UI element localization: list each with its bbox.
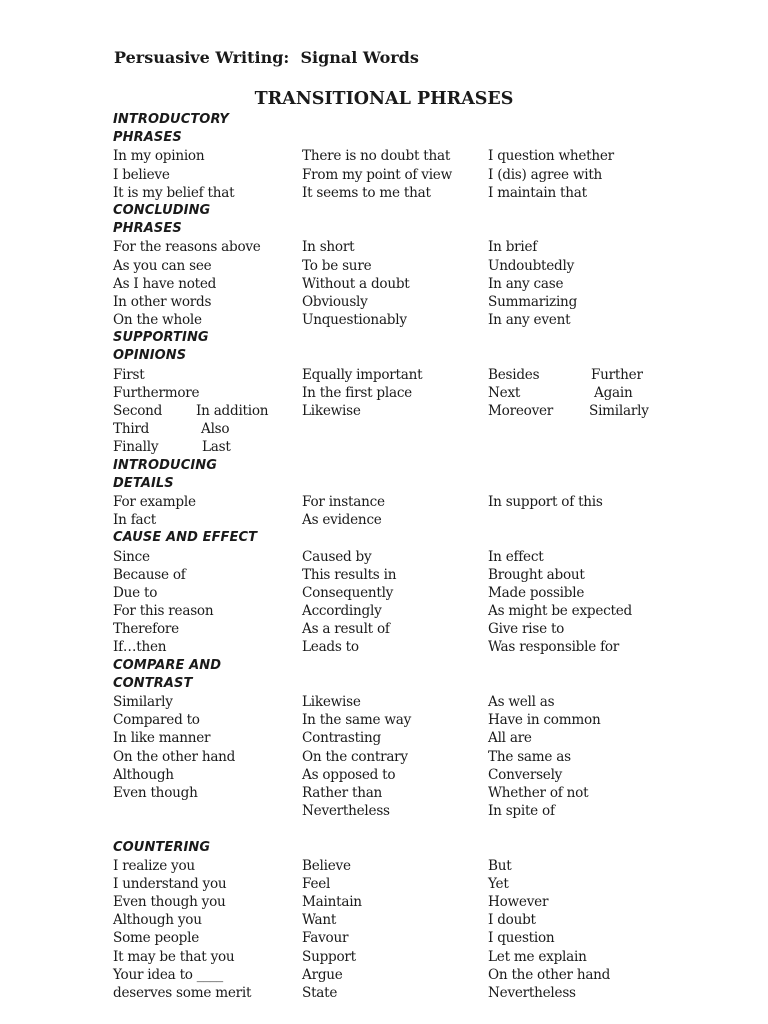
blank-line — [113, 820, 673, 838]
table-cell: Leads to — [302, 639, 359, 656]
table-cell: Feel — [302, 875, 331, 892]
table-cell: As you can see — [113, 257, 212, 274]
table-cell: Summarizing — [488, 293, 578, 310]
table-row — [113, 929, 673, 947]
table-row — [113, 893, 673, 911]
document-title: Persuasive Writing: Signal Words — [114, 48, 419, 67]
table-cell: In short — [302, 239, 355, 256]
table-cell: Nevertheless — [302, 803, 390, 820]
section-heading-row — [113, 220, 673, 238]
table-row — [113, 857, 673, 875]
table-row — [113, 693, 673, 711]
table-cell: Again — [594, 384, 633, 401]
table-cell: In addition — [196, 403, 269, 419]
table-cell: Want — [302, 912, 337, 929]
table-row — [113, 784, 673, 802]
table-cell: Yet — [488, 875, 509, 892]
table-cell: Some people — [113, 930, 200, 947]
table-cell: For this reason — [113, 603, 214, 620]
section-heading: COUNTERING — [113, 839, 211, 855]
section-heading-row — [113, 675, 673, 693]
table-row — [113, 493, 673, 511]
table-cell: In the first place — [302, 384, 412, 401]
table-cell: Brought about — [488, 566, 585, 583]
table-cell: Even though you — [113, 894, 226, 911]
table-row — [113, 147, 673, 165]
table-cell: As I have noted — [113, 275, 217, 292]
table-cell: On the whole — [113, 312, 202, 329]
table-cell: On the contrary — [302, 748, 408, 765]
table-cell: I question whether — [488, 148, 614, 165]
table-row — [113, 420, 673, 438]
table-cell: State — [302, 985, 338, 1001]
section-heading-row — [113, 129, 673, 147]
table-row — [113, 602, 673, 620]
section-heading-row — [113, 657, 673, 675]
table-cell: But — [488, 857, 512, 874]
section-heading: COMPARE AND — [113, 657, 222, 673]
table-cell: As might be expected — [488, 603, 632, 620]
table-cell: In support of this — [488, 493, 603, 510]
table-cell: In effect — [488, 548, 544, 565]
table-cell: In other words — [113, 293, 212, 310]
section-heading: PHRASES — [113, 130, 182, 146]
table-cell: Believe — [302, 857, 351, 874]
section-heading: INTRODUCTORY — [113, 112, 229, 127]
table-row — [113, 238, 673, 256]
table-cell: For example — [113, 493, 196, 510]
table-row — [113, 184, 673, 202]
table-cell: Although you — [113, 912, 202, 929]
table-cell: This results in — [302, 566, 397, 583]
table-cell: To be sure — [302, 257, 372, 274]
table-row — [113, 766, 673, 784]
table-cell: Even though — [113, 784, 198, 801]
main-heading: TRANSITIONAL PHRASES — [254, 89, 514, 109]
table-cell: All are — [488, 730, 532, 747]
table-row — [113, 638, 673, 656]
table-cell: Likewise — [302, 403, 361, 419]
table-row — [113, 948, 673, 966]
table-cell: Also — [201, 421, 230, 438]
table-cell: For the reasons above — [113, 239, 261, 256]
table-row — [113, 566, 673, 584]
table-cell: Therefore — [113, 621, 179, 638]
section-heading-row — [113, 839, 673, 857]
table-cell: I (dis) agree with — [488, 166, 603, 183]
table-cell: Moreover — [488, 403, 554, 419]
table-cell: Consequently — [302, 584, 394, 601]
section-heading: SUPPORTING — [113, 330, 209, 346]
table-cell: Compared to — [113, 712, 200, 729]
table-cell: I believe — [113, 166, 170, 183]
table-cell: Although — [113, 766, 174, 783]
table-cell: Rather than — [302, 784, 383, 801]
table-cell: Support — [302, 948, 356, 965]
section-heading-row — [113, 329, 673, 347]
table-cell: Second — [113, 403, 163, 419]
table-cell: Accordingly — [302, 603, 382, 620]
table-row — [113, 166, 673, 184]
table-row — [113, 911, 673, 929]
table-cell: Due to — [113, 584, 158, 601]
table-cell: Whether of not — [488, 784, 589, 801]
table-cell: As well as — [488, 694, 555, 710]
table-row — [113, 584, 673, 602]
table-row — [113, 620, 673, 638]
table-cell: I question — [488, 930, 555, 947]
table-cell: From my point of view — [302, 166, 452, 183]
table-cell: Without a doubt — [302, 275, 410, 292]
table-row — [113, 384, 673, 402]
section-heading-row — [113, 347, 673, 365]
table-cell: For instance — [302, 493, 385, 510]
table-row — [113, 984, 673, 1002]
section-heading: OPINIONS — [113, 348, 187, 364]
table-cell: However — [488, 894, 549, 911]
table-row — [113, 548, 673, 566]
table-cell: I doubt — [488, 912, 536, 929]
table-cell: Conversely — [488, 766, 563, 783]
table-row — [113, 438, 673, 456]
table-row — [113, 311, 673, 329]
table-cell: Nevertheless — [488, 985, 576, 1001]
table-cell: Further — [591, 366, 643, 383]
table-cell: I understand you — [113, 875, 227, 892]
section-heading: INTRODUCING — [113, 457, 218, 473]
table-row — [113, 875, 673, 893]
table-cell: Made possible — [488, 584, 585, 601]
table-cell: In any case — [488, 275, 564, 292]
table-cell: As a result of — [302, 621, 390, 638]
table-cell: It is my belief that — [113, 184, 235, 201]
section-heading: DETAILS — [113, 475, 174, 491]
table-cell: In fact — [113, 512, 156, 529]
table-cell: On the other hand — [488, 966, 611, 983]
table-row — [113, 748, 673, 766]
table-cell: On the other hand — [113, 748, 236, 765]
table-cell: Because of — [113, 566, 186, 583]
table-cell: Last — [202, 439, 231, 456]
table-row — [113, 402, 673, 420]
table-cell: Unquestionably — [302, 312, 407, 329]
table-cell: Your idea to ____ — [113, 966, 223, 983]
table-cell: Have in common — [488, 712, 601, 729]
section-heading: CONTRAST — [113, 675, 193, 691]
table-row — [113, 802, 673, 820]
section-heading-row — [113, 457, 673, 475]
table-row — [113, 293, 673, 311]
table-cell: Similarly — [113, 694, 173, 710]
table-cell: I maintain that — [488, 184, 587, 201]
table-cell: In like manner — [113, 730, 211, 747]
section-heading: PHRASES — [113, 221, 182, 237]
table-row — [113, 275, 673, 293]
table-cell: Maintain — [302, 894, 362, 911]
table-cell: I realize you — [113, 857, 195, 874]
table-cell: Caused by — [302, 548, 372, 565]
table-row — [113, 966, 673, 984]
table-cell: The same as — [488, 748, 571, 765]
section-heading-row — [113, 111, 673, 129]
table-cell: In the same way — [302, 712, 412, 729]
table-cell: Equally important — [302, 366, 423, 383]
table-cell: Give rise to — [488, 621, 565, 638]
table-cell: It seems to me that — [302, 184, 431, 201]
table-cell: Likewise — [302, 694, 361, 710]
table-cell: Favour — [302, 930, 349, 947]
table-row — [113, 366, 673, 384]
phrase-table — [113, 111, 673, 1002]
table-cell: Contrasting — [302, 730, 381, 747]
table-cell: Finally — [113, 439, 159, 456]
section-heading: CAUSE AND EFFECT — [113, 530, 258, 546]
table-cell: Furthermore — [113, 384, 200, 401]
table-cell: First — [113, 366, 145, 383]
table-cell: As opposed to — [302, 766, 396, 783]
table-cell: It may be that you — [113, 948, 235, 965]
table-cell: Obviously — [302, 293, 368, 310]
table-cell: In any event — [488, 312, 571, 329]
table-cell: Next — [488, 384, 521, 401]
table-row — [113, 511, 673, 529]
table-cell: In my opinion — [113, 148, 205, 165]
table-cell: Undoubtedly — [488, 257, 575, 274]
table-cell: If…then — [113, 639, 167, 656]
table-cell: Let me explain — [488, 948, 587, 965]
table-row — [113, 729, 673, 747]
table-cell: Since — [113, 548, 150, 565]
section-heading: CONCLUDING — [113, 202, 211, 218]
table-cell: Argue — [302, 966, 343, 983]
table-cell: There is no doubt that — [302, 148, 451, 165]
table-row — [113, 257, 673, 275]
table-row — [113, 711, 673, 729]
table-cell: As evidence — [302, 512, 382, 529]
section-heading-row — [113, 475, 673, 493]
table-cell: deserves some merit — [113, 985, 252, 1001]
section-heading-row — [113, 202, 673, 220]
table-cell: In brief — [488, 239, 538, 256]
table-cell: Third — [113, 421, 150, 438]
section-heading-row — [113, 529, 673, 547]
table-cell: Was responsible for — [488, 639, 620, 656]
table-cell: Besides — [488, 366, 540, 383]
table-cell: In spite of — [488, 803, 555, 820]
table-cell: Similarly — [589, 403, 649, 419]
